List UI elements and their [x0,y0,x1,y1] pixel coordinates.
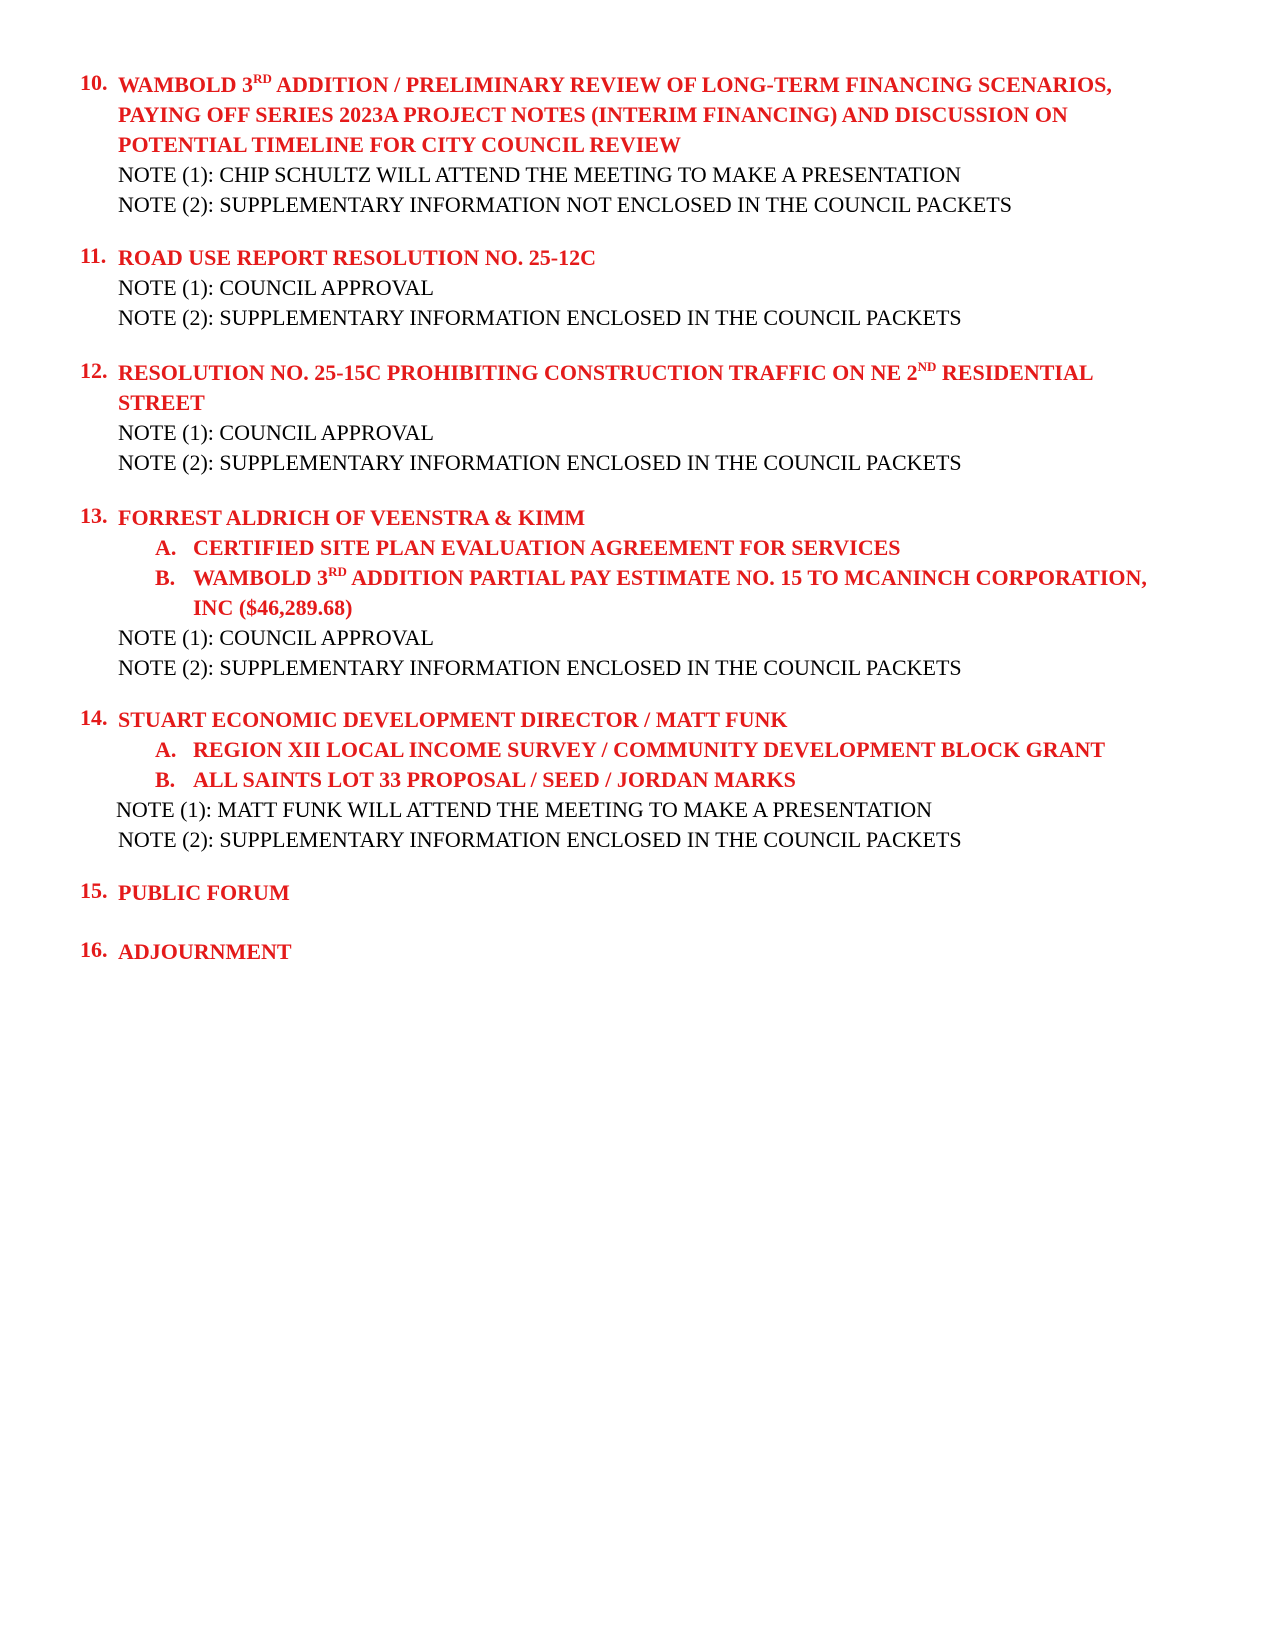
sub-item-text: CERTIFIED SITE PLAN EVALUATION AGREEMENT FOR SERVICES [193,535,901,560]
agenda-item-12 [80,358,1200,478]
sub-item-letter: B. [155,767,176,792]
item-heading-line: ADJOURNMENT [118,939,292,964]
sub-item-letter: A. [155,535,177,560]
item-note: NOTE (1): COUNCIL APPROVAL [118,625,434,650]
agenda-item-11 [80,243,1200,333]
agenda-item-14 [80,705,1200,855]
item-note: NOTE (2): SUPPLEMENTARY INFORMATION ENCLOSED IN THE COUNCIL PACKETS [118,305,962,330]
heading-text: ADDITION / PRELIMINARY REVIEW OF LONG-TERM FINANCING SCENARIOS, [271,72,1112,97]
superscript-text: RD [253,71,272,86]
item-heading-line [118,70,1200,100]
item-heading-line: PUBLIC FORUM [118,880,290,905]
sub-item-text: ALL SAINTS LOT 33 PROPOSAL / SEED / JORDAN MARKS [193,767,796,792]
item-note: NOTE (1): COUNCIL APPROVAL [118,420,434,445]
item-number: 12. [80,358,108,383]
item-number: 14. [80,705,108,730]
superscript-text: ND [917,359,937,374]
heading-text: ADDITION PARTIAL PAY ESTIMATE NO. 15 TO MCANINCH CORPORATION, [346,565,1147,590]
item-note: NOTE (2): SUPPLEMENTARY INFORMATION ENCLOSED IN THE COUNCIL PACKETS [118,450,962,475]
item-note: NOTE (1): MATT FUNK WILL ATTEND THE MEETING TO MAKE A PRESENTATION [116,797,933,822]
item-heading-line [118,358,1200,388]
item-heading-line: POTENTIAL TIMELINE FOR CITY COUNCIL REVIEW [118,132,681,157]
item-heading-line: STUART ECONOMIC DEVELOPMENT DIRECTOR / MATT FUNK [118,707,788,732]
item-note: NOTE (2): SUPPLEMENTARY INFORMATION ENCLOSED IN THE COUNCIL PACKETS [118,827,962,852]
heading-text: WAMBOLD 3 [193,565,329,590]
item-number: 11. [80,243,107,268]
sub-item-letter: A. [155,737,177,762]
item-number: 15. [80,878,108,903]
item-number: 16. [80,937,108,962]
sub-item-a [155,735,1200,765]
item-note: NOTE (1): COUNCIL APPROVAL [118,275,434,300]
item-note: NOTE (2): SUPPLEMENTARY INFORMATION NOT ENCLOSED IN THE COUNCIL PACKETS [118,192,1012,217]
item-note: NOTE (1): CHIP SCHULTZ WILL ATTEND THE MEETING TO MAKE A PRESENTATION [118,162,961,187]
heading-text: WAMBOLD 3 [118,72,254,97]
agenda-item-16 [80,937,1200,967]
sub-item-text: REGION XII LOCAL INCOME SURVEY / COMMUNITY DEVELOPMENT BLOCK GRANT [193,737,1106,762]
item-heading-line: PAYING OFF SERIES 2023A PROJECT NOTES (INTERIM FINANCING) AND DISCUSSION ON [118,102,1068,127]
heading-text: RESIDENTIAL [936,360,1094,385]
sub-item-a [155,533,1200,563]
agenda-item-15 [80,878,1200,908]
item-heading-line: FORREST ALDRICH OF VEENSTRA & KIMM [118,505,586,530]
item-number: 10. [80,70,108,95]
sub-item-b [155,563,1200,623]
agenda-item-10 [80,70,1200,220]
sub-item-text: INC ($46,289.68) [193,595,353,620]
agenda-item-13 [80,503,1200,683]
sub-item-letter: B. [155,565,176,590]
item-number: 13. [80,503,108,528]
item-heading-line: STREET [118,390,205,415]
superscript-text: RD [328,564,347,579]
item-note: NOTE (2): SUPPLEMENTARY INFORMATION ENCLOSED IN THE COUNCIL PACKETS [118,655,962,680]
heading-text: RESOLUTION NO. 25-15C PROHIBITING CONSTRUCTION TRAFFIC ON NE 2 [118,360,918,385]
item-heading-line: ROAD USE REPORT RESOLUTION NO. 25-12C [118,245,596,270]
sub-item-b [155,765,1200,795]
sub-item-text [193,563,1200,593]
